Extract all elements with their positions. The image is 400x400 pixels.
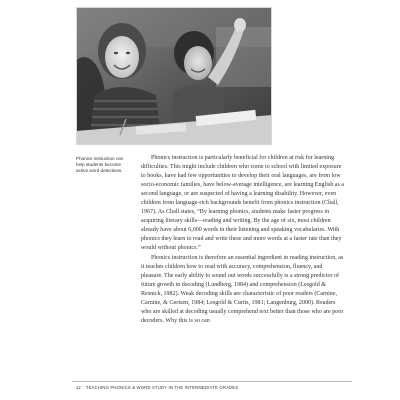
running-title: TEACHING PHONICS & WORD STUDY IN THE INTERMEDIATE GRADES [85, 385, 239, 390]
footer-divider [72, 381, 352, 382]
classroom-photo [76, 7, 272, 145]
paragraph-1: Phonics instruction is particularly beneficial for children at risk for learning difficulties. This might include children who come to school with limited exposure to books, have had few opportunities to develop their oral languages, are from low socio-economic families, have below-average intelligence, are learning English as a second language, or are suspected of having a learning disability. However, even children from language-rich backgrounds benefit from phonics instruction (Chall, 1967). As Chall states, “By learning phonics, students make faster progress in acquiring literary skills—reading and writing. By the age of six, most children already have about 6,000 words in their listening and speaking vocabularies. With phonics they learn to read and write these and more words at a faster rate than they would without phonics.” [141, 155, 344, 252]
photo-caption: Phonics instruction can help students become active word detectives. [76, 156, 124, 173]
page-number: 12 [76, 385, 81, 390]
body-text [141, 154, 344, 326]
page-footer [76, 385, 346, 391]
paragraph-2: Phonics instruction is therefore an essential ingredient in reading instruction, as it teaches children how to read with accuracy, comprehension, fluency, and pleasure. The early ability to sound out words successfully is a strong predictor of future growth in decoding (Lundberg, 1984) and comprehension (Lesgold & Resnick, 1982). Weak decoding skills are characteristic of poor readers (Carnine, Carnine, & Gertsen, 1984; Lesgold & Curtis, 1981; Langenburg, 2000). Readers who are skilled at decoding usually comprehend text better than those who are poor decoders. Why this is so can [141, 254, 344, 324]
classroom-photo-illustration [76, 7, 272, 145]
